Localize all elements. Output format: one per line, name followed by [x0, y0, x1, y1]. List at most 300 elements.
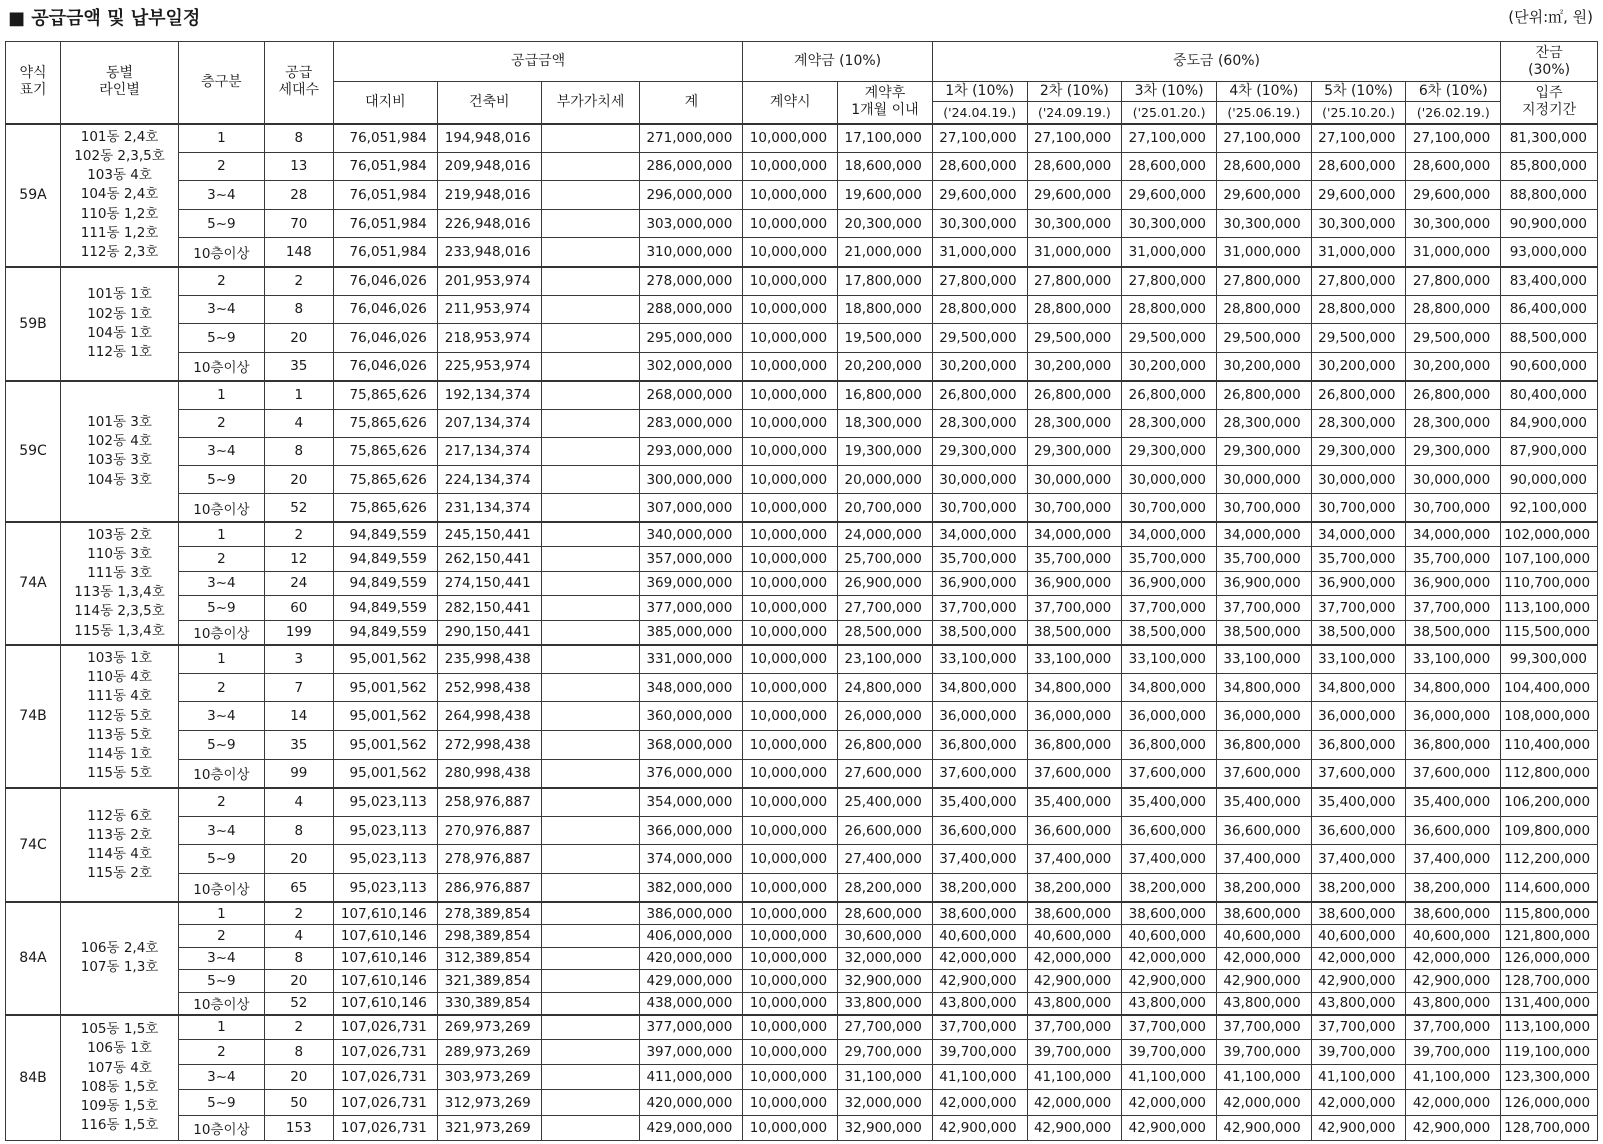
middle-1-cell: 42,000,000 — [932, 947, 1027, 969]
deposit-on-contract-cell: 10,000,000 — [743, 409, 838, 437]
land-cost-cell: 75,865,626 — [333, 381, 437, 409]
deposit-after-month-cell: 19,600,000 — [838, 181, 933, 210]
middle-1-cell: 38,200,000 — [932, 874, 1027, 903]
deposit-after-month-cell: 32,000,000 — [838, 947, 933, 969]
total-cell: 354,000,000 — [640, 788, 743, 817]
deposit-after-month-cell: 20,300,000 — [838, 209, 933, 238]
middle-4-cell: 40,600,000 — [1216, 925, 1311, 947]
building-lines-cell — [60, 902, 178, 1014]
middle-3-cell: 38,200,000 — [1122, 874, 1217, 903]
building-line-item: 103동 1호 — [87, 650, 152, 667]
middle-4-cell: 34,000,000 — [1216, 522, 1311, 547]
vat-cell — [541, 759, 640, 788]
building-line-item: 104동 2,4호 — [80, 186, 159, 203]
households-cell: 2 — [264, 267, 333, 296]
balance-cell: 114,600,000 — [1501, 874, 1598, 903]
land-cost-cell: 107,026,731 — [333, 1090, 437, 1115]
middle-1-cell: 28,600,000 — [932, 152, 1027, 181]
deposit-after-month-cell: 19,500,000 — [838, 324, 933, 353]
middle-3-cell: 30,700,000 — [1122, 494, 1217, 522]
middle-6-cell: 40,600,000 — [1406, 925, 1501, 947]
middle-1-cell: 35,700,000 — [932, 547, 1027, 572]
middle-1-cell: 37,700,000 — [932, 596, 1027, 621]
balance-cell: 86,400,000 — [1501, 295, 1598, 324]
middle-3-cell: 28,800,000 — [1122, 295, 1217, 324]
deposit-on-contract-cell: 10,000,000 — [743, 730, 838, 759]
middle-2-cell: 36,800,000 — [1027, 730, 1122, 759]
deposit-after-month-cell: 18,600,000 — [838, 152, 933, 181]
middle-3-cell: 29,500,000 — [1122, 324, 1217, 353]
middle-4-cell: 42,000,000 — [1216, 947, 1311, 969]
balance-cell: 126,000,000 — [1501, 1090, 1598, 1115]
unit-type-cell: 59C — [6, 381, 61, 522]
land-cost-header: 대지비 — [333, 82, 437, 124]
building-line-item: 115동 2호 — [87, 865, 152, 882]
middle-2-cell: 41,100,000 — [1027, 1065, 1122, 1090]
households-cell: 20 — [264, 845, 333, 874]
line-header: 동별 라인별 — [60, 42, 178, 124]
building-cost-cell: 303,973,269 — [437, 1065, 541, 1090]
deposit-after-month-cell: 21,000,000 — [838, 238, 933, 267]
building-line-item: 114동 4호 — [87, 845, 152, 862]
balance-cell: 115,800,000 — [1501, 902, 1598, 924]
balance-cell: 110,400,000 — [1501, 730, 1598, 759]
middle-2-cell: 42,900,000 — [1027, 970, 1122, 992]
vat-cell — [541, 702, 640, 731]
building-lines-cell — [60, 381, 178, 522]
unit-type-cell: 59B — [6, 267, 61, 381]
deposit-after-month-cell: 29,700,000 — [838, 1040, 933, 1065]
middle-1-cell: 38,600,000 — [932, 902, 1027, 924]
middle-5-cell: 31,000,000 — [1311, 238, 1406, 267]
table-row — [6, 874, 1598, 903]
total-cell: 406,000,000 — [640, 925, 743, 947]
deposit-on-contract-cell: 10,000,000 — [743, 1065, 838, 1090]
middle-1-cell: 28,300,000 — [932, 409, 1027, 437]
building-cost-cell: 330,389,854 — [437, 992, 541, 1014]
middle-1-cell: 42,900,000 — [932, 970, 1027, 992]
table-row — [6, 571, 1598, 596]
building-cost-cell: 262,150,441 — [437, 547, 541, 572]
land-cost-cell: 95,001,562 — [333, 759, 437, 788]
middle-4-cell: 38,600,000 — [1216, 902, 1311, 924]
land-cost-cell: 95,001,562 — [333, 673, 437, 702]
middle-5-cell: 36,800,000 — [1311, 730, 1406, 759]
middle-6-cell: 28,300,000 — [1406, 409, 1501, 437]
middle-6-cell: 38,200,000 — [1406, 874, 1501, 903]
middle-2-cell: 30,300,000 — [1027, 209, 1122, 238]
floor-cell: 1 — [179, 381, 265, 409]
building-cost-cell: 269,973,269 — [437, 1015, 541, 1040]
deposit-after-month-cell: 25,700,000 — [838, 547, 933, 572]
deposit-on-contract-header: 계약시 — [743, 82, 838, 124]
middle-5-cell: 26,800,000 — [1311, 381, 1406, 409]
households-cell: 60 — [264, 596, 333, 621]
building-cost-cell: 321,973,269 — [437, 1115, 541, 1140]
balance-cell: 113,100,000 — [1501, 596, 1598, 621]
households-header: 공급 세대수 — [264, 42, 333, 124]
deposit-on-contract-cell: 10,000,000 — [743, 124, 838, 153]
middle-1-cell: 43,800,000 — [932, 992, 1027, 1014]
building-cost-header: 건축비 — [437, 82, 541, 124]
deposit-after-month-cell: 18,800,000 — [838, 295, 933, 324]
table-row — [6, 970, 1598, 992]
vat-cell — [541, 324, 640, 353]
middle-1-cell: 41,100,000 — [932, 1065, 1027, 1090]
total-cell: 366,000,000 — [640, 816, 743, 845]
balance-cell: 107,100,000 — [1501, 547, 1598, 572]
middle-4-cell: 42,000,000 — [1216, 1090, 1311, 1115]
deposit-after-month-cell: 17,800,000 — [838, 267, 933, 296]
table-row — [6, 620, 1598, 645]
middle-3-cell: 42,900,000 — [1122, 970, 1217, 992]
balance-cell: 81,300,000 — [1501, 124, 1598, 153]
deposit-after-month-cell: 16,800,000 — [838, 381, 933, 409]
land-cost-cell: 107,610,146 — [333, 970, 437, 992]
middle-5-cell: 38,500,000 — [1311, 620, 1406, 645]
middle-3-cell: 36,900,000 — [1122, 571, 1217, 596]
households-cell: 8 — [264, 437, 333, 465]
type-header: 약식 표기 — [6, 42, 61, 124]
middle-2-cell: 27,100,000 — [1027, 124, 1122, 153]
building-cost-cell: 282,150,441 — [437, 596, 541, 621]
table-row — [6, 1015, 1598, 1040]
floor-cell: 2 — [179, 409, 265, 437]
balance-cell: 104,400,000 — [1501, 673, 1598, 702]
land-cost-cell: 107,610,146 — [333, 925, 437, 947]
middle-3-cell: 34,000,000 — [1122, 522, 1217, 547]
middle-1-cell: 39,700,000 — [932, 1040, 1027, 1065]
supply-price-table — [5, 41, 1598, 1141]
building-cost-cell: 270,976,887 — [437, 816, 541, 845]
deposit-on-contract-cell: 10,000,000 — [743, 992, 838, 1014]
deposit-on-contract-cell: 10,000,000 — [743, 522, 838, 547]
middle-3-cell: 42,000,000 — [1122, 1090, 1217, 1115]
middle-2-cell: 35,700,000 — [1027, 547, 1122, 572]
middle-5-date: ('25.10.20.) — [1311, 102, 1406, 124]
vat-cell — [541, 381, 640, 409]
middle-3-cell: 36,800,000 — [1122, 730, 1217, 759]
middle-6-cell: 37,700,000 — [1406, 1015, 1501, 1040]
total-cell: 385,000,000 — [640, 620, 743, 645]
floor-cell: 1 — [179, 522, 265, 547]
deposit-after-month-cell: 25,400,000 — [838, 788, 933, 817]
land-cost-cell: 107,610,146 — [333, 947, 437, 969]
balance-cell: 110,700,000 — [1501, 571, 1598, 596]
middle-1-cell: 31,000,000 — [932, 238, 1027, 267]
building-cost-cell: 235,998,438 — [437, 645, 541, 674]
middle-1-header: 1차 (10%) — [932, 82, 1027, 102]
building-line-item: 112동 2,3호 — [80, 243, 159, 260]
land-cost-cell: 95,023,113 — [333, 874, 437, 903]
vat-cell — [541, 596, 640, 621]
table-body — [6, 124, 1598, 1141]
table-row — [6, 494, 1598, 522]
land-cost-cell: 76,051,984 — [333, 181, 437, 210]
middle-3-cell: 31,000,000 — [1122, 238, 1217, 267]
unit-type-cell: 84A — [6, 902, 61, 1014]
middle-6-cell: 33,100,000 — [1406, 645, 1501, 674]
middle-3-cell: 26,800,000 — [1122, 381, 1217, 409]
vat-cell — [541, 788, 640, 817]
table-row — [6, 673, 1598, 702]
floor-cell: 10층이상 — [179, 759, 265, 788]
building-line-item: 111동 1,2호 — [80, 224, 159, 241]
deposit-on-contract-cell: 10,000,000 — [743, 902, 838, 924]
middle-1-cell: 27,800,000 — [932, 267, 1027, 296]
total-cell: 307,000,000 — [640, 494, 743, 522]
middle-2-cell: 36,000,000 — [1027, 702, 1122, 731]
table-row — [6, 466, 1598, 494]
middle-5-cell: 37,600,000 — [1311, 759, 1406, 788]
middle-6-cell: 37,400,000 — [1406, 845, 1501, 874]
middle-1-cell: 37,700,000 — [932, 1015, 1027, 1040]
floor-cell: 10층이상 — [179, 620, 265, 645]
middle-6-cell: 35,700,000 — [1406, 547, 1501, 572]
vat-cell — [541, 238, 640, 267]
deposit-after-month-cell: 28,500,000 — [838, 620, 933, 645]
balance-cell: 88,800,000 — [1501, 181, 1598, 210]
floor-cell: 2 — [179, 267, 265, 296]
middle-3-cell: 29,600,000 — [1122, 181, 1217, 210]
total-cell: 411,000,000 — [640, 1065, 743, 1090]
middle-5-cell: 29,500,000 — [1311, 324, 1406, 353]
middle-2-cell: 37,600,000 — [1027, 759, 1122, 788]
middle-2-cell: 43,800,000 — [1027, 992, 1122, 1014]
deposit-after-month-cell: 23,100,000 — [838, 645, 933, 674]
households-cell: 1 — [264, 381, 333, 409]
deposit-on-contract-cell: 10,000,000 — [743, 673, 838, 702]
middle-6-cell: 27,100,000 — [1406, 124, 1501, 153]
balance-cell: 102,000,000 — [1501, 522, 1598, 547]
total-cell: 376,000,000 — [640, 759, 743, 788]
building-cost-cell: 225,953,974 — [437, 352, 541, 381]
total-cell: 283,000,000 — [640, 409, 743, 437]
middle-1-cell: 37,600,000 — [932, 759, 1027, 788]
middle-4-cell: 29,500,000 — [1216, 324, 1311, 353]
table-row — [6, 547, 1598, 572]
building-cost-cell: 278,389,854 — [437, 902, 541, 924]
building-cost-cell: 218,953,974 — [437, 324, 541, 353]
building-line-item: 101동 1호 — [87, 286, 152, 303]
building-line-item: 107동 1,3호 — [80, 959, 159, 976]
building-lines-cell — [60, 1015, 178, 1141]
floor-cell: 5~9 — [179, 730, 265, 759]
vat-cell — [541, 947, 640, 969]
building-line-item: 104동 1호 — [87, 324, 152, 341]
deposit-on-contract-cell: 10,000,000 — [743, 702, 838, 731]
balance-group-header: 잔금 (30%) — [1501, 42, 1598, 82]
land-cost-cell: 107,026,731 — [333, 1015, 437, 1040]
land-cost-cell: 107,026,731 — [333, 1065, 437, 1090]
total-cell: 271,000,000 — [640, 124, 743, 153]
middle-4-cell: 28,600,000 — [1216, 152, 1311, 181]
deposit-on-contract-cell: 10,000,000 — [743, 925, 838, 947]
total-cell: 268,000,000 — [640, 381, 743, 409]
households-cell: 2 — [264, 1015, 333, 1040]
building-cost-cell: 209,948,016 — [437, 152, 541, 181]
vat-cell — [541, 1065, 640, 1090]
middle-2-cell: 28,300,000 — [1027, 409, 1122, 437]
deposit-on-contract-cell: 10,000,000 — [743, 596, 838, 621]
table-row — [6, 902, 1598, 924]
floor-cell: 3~4 — [179, 947, 265, 969]
middle-1-cell: 27,100,000 — [932, 124, 1027, 153]
building-line-item: 114동 2,3,5호 — [74, 603, 165, 620]
middle-6-date: ('26.02.19.) — [1406, 102, 1501, 124]
total-cell: 300,000,000 — [640, 466, 743, 494]
total-cell: 348,000,000 — [640, 673, 743, 702]
vat-cell — [541, 874, 640, 903]
vat-cell — [541, 466, 640, 494]
middle-4-cell: 38,200,000 — [1216, 874, 1311, 903]
land-cost-cell: 95,001,562 — [333, 702, 437, 731]
floor-cell: 10층이상 — [179, 992, 265, 1014]
middle-2-cell: 40,600,000 — [1027, 925, 1122, 947]
middle-2-cell: 37,700,000 — [1027, 1015, 1122, 1040]
balance-cell: 115,500,000 — [1501, 620, 1598, 645]
middle-1-cell: 33,100,000 — [932, 645, 1027, 674]
building-cost-cell: 272,998,438 — [437, 730, 541, 759]
deposit-after-month-cell: 26,000,000 — [838, 702, 933, 731]
deposit-on-contract-cell: 10,000,000 — [743, 1040, 838, 1065]
middle-4-cell: 28,800,000 — [1216, 295, 1311, 324]
middle-4-cell: 37,400,000 — [1216, 845, 1311, 874]
balance-cell: 92,100,000 — [1501, 494, 1598, 522]
middle-4-cell: 39,700,000 — [1216, 1040, 1311, 1065]
table-row — [6, 209, 1598, 238]
vat-cell — [541, 845, 640, 874]
balance-cell: 128,700,000 — [1501, 1115, 1598, 1140]
deposit-on-contract-cell: 10,000,000 — [743, 816, 838, 845]
deposit-after-month-cell: 26,900,000 — [838, 571, 933, 596]
middle-6-cell: 29,500,000 — [1406, 324, 1501, 353]
building-cost-cell: 224,134,374 — [437, 466, 541, 494]
floor-cell: 3~4 — [179, 702, 265, 731]
building-cost-cell: 192,134,374 — [437, 381, 541, 409]
building-lines-cell — [60, 124, 178, 267]
middle-5-cell: 39,700,000 — [1311, 1040, 1406, 1065]
middle-6-cell: 36,000,000 — [1406, 702, 1501, 731]
page-title: ■ 공급금액 및 납부일정 — [8, 8, 201, 29]
building-line-item: 113동 5호 — [87, 726, 152, 743]
households-cell: 99 — [264, 759, 333, 788]
middle-1-cell: 30,000,000 — [932, 466, 1027, 494]
table-row — [6, 352, 1598, 381]
building-line-item: 116동 1,5호 — [80, 1117, 159, 1134]
households-cell: 12 — [264, 547, 333, 572]
middle-2-cell: 35,400,000 — [1027, 788, 1122, 817]
building-cost-cell: 289,973,269 — [437, 1040, 541, 1065]
balance-cell: 85,800,000 — [1501, 152, 1598, 181]
total-cell: 382,000,000 — [640, 874, 743, 903]
balance-cell: 109,800,000 — [1501, 816, 1598, 845]
floor-header: 층구분 — [179, 42, 265, 124]
total-cell: 377,000,000 — [640, 596, 743, 621]
middle-5-cell: 29,600,000 — [1311, 181, 1406, 210]
deposit-after-month-header: 계약후 1개월 이내 — [838, 82, 933, 124]
vat-cell — [541, 1015, 640, 1040]
households-cell: 28 — [264, 181, 333, 210]
middle-5-cell: 37,400,000 — [1311, 845, 1406, 874]
land-cost-cell: 95,023,113 — [333, 816, 437, 845]
land-cost-cell: 76,051,984 — [333, 124, 437, 153]
table-row — [6, 947, 1598, 969]
middle-5-cell: 30,000,000 — [1311, 466, 1406, 494]
building-cost-cell: 264,998,438 — [437, 702, 541, 731]
total-cell: 286,000,000 — [640, 152, 743, 181]
table-row — [6, 522, 1598, 547]
building-cost-cell: 278,976,887 — [437, 845, 541, 874]
vat-cell — [541, 1090, 640, 1115]
deposit-on-contract-cell: 10,000,000 — [743, 759, 838, 788]
land-cost-cell: 76,046,026 — [333, 267, 437, 296]
middle-2-cell: 31,000,000 — [1027, 238, 1122, 267]
middle-3-cell: 42,900,000 — [1122, 1115, 1217, 1140]
deposit-on-contract-cell: 10,000,000 — [743, 947, 838, 969]
table-row — [6, 1090, 1598, 1115]
middle-6-cell: 30,000,000 — [1406, 466, 1501, 494]
floor-cell: 5~9 — [179, 845, 265, 874]
balance-cell: 90,000,000 — [1501, 466, 1598, 494]
middle-2-cell: 30,200,000 — [1027, 352, 1122, 381]
deposit-after-month-cell: 24,800,000 — [838, 673, 933, 702]
balance-cell: 84,900,000 — [1501, 409, 1598, 437]
floor-cell: 1 — [179, 124, 265, 153]
building-cost-cell: 194,948,016 — [437, 124, 541, 153]
balance-cell: 112,200,000 — [1501, 845, 1598, 874]
deposit-after-month-cell: 19,300,000 — [838, 437, 933, 465]
land-cost-cell: 94,849,559 — [333, 547, 437, 572]
total-cell: 386,000,000 — [640, 902, 743, 924]
middle-4-header: 4차 (10%) — [1216, 82, 1311, 102]
middle-4-cell: 33,100,000 — [1216, 645, 1311, 674]
deposit-after-month-cell: 20,700,000 — [838, 494, 933, 522]
middle-4-cell: 30,300,000 — [1216, 209, 1311, 238]
floor-cell: 3~4 — [179, 1065, 265, 1090]
middle-4-cell: 37,600,000 — [1216, 759, 1311, 788]
vat-header: 부가가치세 — [541, 82, 640, 124]
middle-6-cell: 39,700,000 — [1406, 1040, 1501, 1065]
vat-cell — [541, 494, 640, 522]
middle-4-cell: 41,100,000 — [1216, 1065, 1311, 1090]
floor-cell: 5~9 — [179, 596, 265, 621]
floor-cell: 10층이상 — [179, 1115, 265, 1140]
building-lines-cell — [60, 788, 178, 902]
middle-6-cell: 34,800,000 — [1406, 673, 1501, 702]
total-cell: 302,000,000 — [640, 352, 743, 381]
middle-6-cell: 42,000,000 — [1406, 947, 1501, 969]
middle-5-cell: 33,100,000 — [1311, 645, 1406, 674]
deposit-on-contract-cell: 10,000,000 — [743, 152, 838, 181]
vat-cell — [541, 571, 640, 596]
building-cost-cell: 226,948,016 — [437, 209, 541, 238]
middle-2-cell: 37,700,000 — [1027, 596, 1122, 621]
middle-2-cell: 36,600,000 — [1027, 816, 1122, 845]
middle-5-cell: 36,900,000 — [1311, 571, 1406, 596]
middle-4-cell: 35,700,000 — [1216, 547, 1311, 572]
total-cell: 429,000,000 — [640, 1115, 743, 1140]
floor-cell: 5~9 — [179, 466, 265, 494]
balance-cell: 93,000,000 — [1501, 238, 1598, 267]
building-line-item: 110동 4호 — [87, 669, 152, 686]
building-line-item: 110동 3호 — [87, 546, 152, 563]
vat-cell — [541, 816, 640, 845]
middle-6-cell: 29,300,000 — [1406, 437, 1501, 465]
middle-2-date: ('24.09.19.) — [1027, 102, 1122, 124]
floor-cell: 1 — [179, 902, 265, 924]
land-cost-cell: 76,051,984 — [333, 152, 437, 181]
